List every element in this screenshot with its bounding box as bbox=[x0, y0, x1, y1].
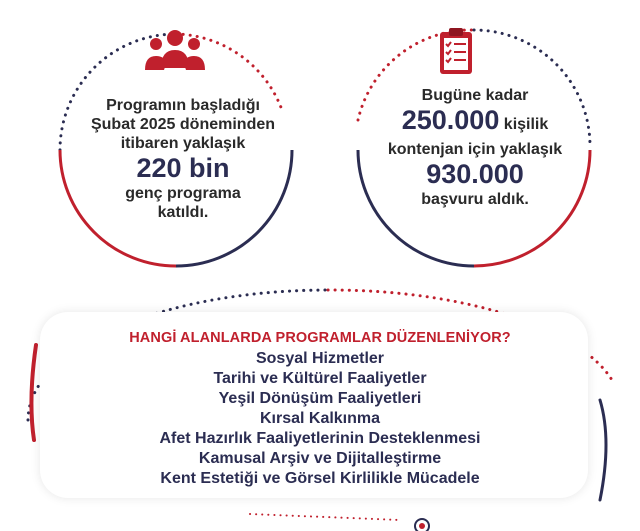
clipboard-checklist-icon bbox=[438, 26, 474, 76]
right-stat-highlight-row bbox=[340, 105, 610, 140]
target-dot-icon bbox=[412, 516, 432, 531]
list-item: Sosyal Hizmetler bbox=[255, 350, 385, 367]
left-stat-line-5: katıldı. bbox=[157, 204, 209, 221]
right-stat-highlight-1: 250.000 bbox=[401, 105, 500, 135]
people-group-icon bbox=[140, 28, 210, 76]
program-areas-title: HANGİ ALANLARDA PROGRAMLAR DÜZENLENİYOR? bbox=[129, 330, 511, 346]
left-stat-line-3: itibaren yaklaşık bbox=[120, 135, 246, 152]
right-stat-highlight-1-suffix: kişilik bbox=[499, 116, 549, 133]
list-item: Kırsal Kalkınma bbox=[259, 410, 381, 427]
program-areas-list bbox=[0, 349, 640, 489]
left-stat-line-2: Şubat 2025 döneminden bbox=[90, 116, 276, 133]
right-stat-line-1: Bugüne kadar bbox=[421, 87, 529, 104]
list-item: Afet Hazırlık Faaliyetlerinin Desteklenmesi bbox=[159, 430, 481, 447]
right-stat-line-3: başvuru aldık. bbox=[421, 191, 529, 208]
right-stat-highlight-2: 930.000 bbox=[426, 159, 524, 189]
list-item: Kent Estetiği ve Görsel Kirlilikle Mücadele bbox=[160, 470, 480, 487]
left-stat-line-4: genç programa bbox=[125, 185, 241, 202]
left-statistic bbox=[68, 96, 298, 222]
list-item: Yeşil Dönüşüm Faaliyetleri bbox=[218, 390, 422, 407]
right-stat-line-2: kontenjan için yaklaşık bbox=[387, 141, 563, 158]
right-statistic bbox=[340, 86, 610, 209]
list-item: Kamusal Arşiv ve Dijitalleştirme bbox=[198, 450, 442, 467]
list-item: Tarihi ve Kültürel Faaliyetler bbox=[213, 370, 427, 387]
left-stat-line-1: Programın başladığı bbox=[106, 97, 260, 114]
left-stat-highlight: 220 bin bbox=[136, 153, 230, 183]
